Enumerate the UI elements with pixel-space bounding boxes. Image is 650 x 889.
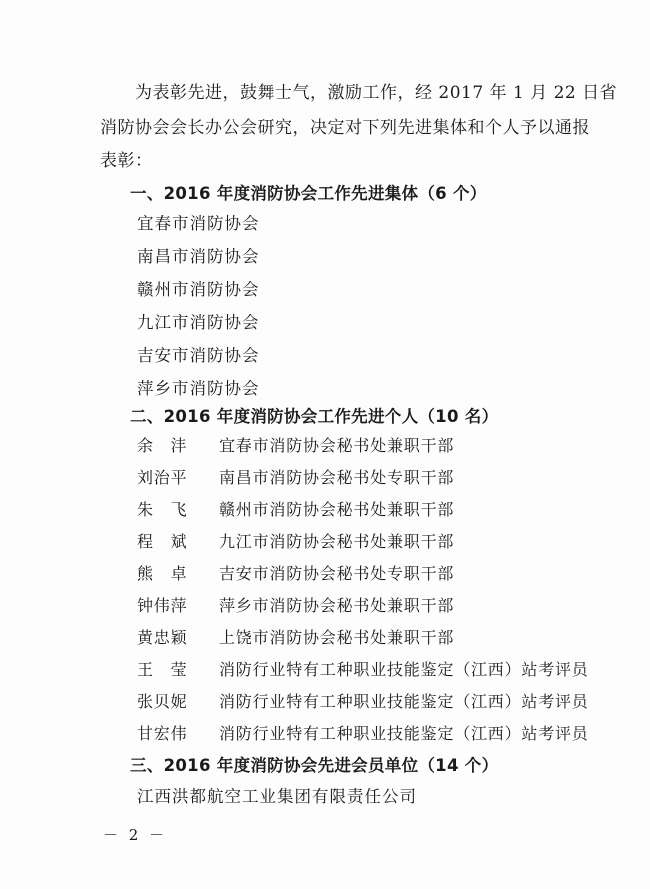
individual-role: 南昌市消防协会秘书处专职干部 (219, 468, 455, 487)
individual-role: 萍乡市消防协会秘书处兼职干部 (219, 596, 455, 615)
collective-item: 萍乡市消防协会 (137, 379, 260, 398)
individual-name: 余 沣 (137, 436, 188, 455)
individual-name: 黄忠颖 (137, 628, 188, 647)
section-2-heading: 二、2016 年度消防协会工作先进个人（10 名） (130, 407, 499, 426)
collective-item: 宜春市消防协会 (137, 214, 260, 233)
individual-name: 张贝妮 (137, 692, 188, 711)
intro-line-2: 消防协会会长办公会研究，决定对下列先进集体和个人予以通报 (100, 118, 590, 138)
individual-name: 钟伟萍 (137, 596, 188, 615)
collective-item: 九江市消防协会 (137, 313, 260, 332)
intro-line-1: 为表彰先进，鼓舞士气，激励工作，经 2017 年 1 月 22 日省 (135, 83, 618, 103)
individual-role: 消防行业特有工种职业技能鉴定（江西）站考评员 (219, 724, 589, 743)
collective-item: 吉安市消防协会 (137, 346, 260, 365)
collective-item: 南昌市消防协会 (137, 247, 260, 266)
member-unit-item: 江西洪都航空工业集团有限责任公司 (137, 787, 417, 806)
individual-name: 甘宏伟 (137, 724, 188, 743)
individual-role: 九江市消防协会秘书处兼职干部 (219, 532, 455, 551)
section-1-heading: 一、2016 年度消防协会工作先进集体（6 个） (130, 184, 487, 203)
individual-role: 宜春市消防协会秘书处兼职干部 (219, 436, 455, 455)
individual-name: 朱 飞 (137, 500, 188, 519)
individual-role: 消防行业特有工种职业技能鉴定（江西）站考评员 (219, 660, 589, 679)
individual-role: 消防行业特有工种职业技能鉴定（江西）站考评员 (219, 692, 589, 711)
individual-name: 熊 卓 (137, 564, 188, 583)
intro-line-3: 表彰： (100, 151, 153, 171)
individual-name: 程 斌 (137, 532, 188, 551)
individual-role: 吉安市消防协会秘书处专职干部 (219, 564, 455, 583)
individual-name: 刘治平 (137, 468, 188, 487)
individual-role: 上饶市消防协会秘书处兼职干部 (219, 628, 455, 647)
individual-role: 赣州市消防协会秘书处兼职干部 (219, 500, 455, 519)
collective-item: 赣州市消防协会 (137, 280, 260, 299)
individual-name: 王 莹 (137, 660, 188, 679)
section-3-heading: 三、2016 年度消防协会先进会员单位（14 个） (130, 756, 499, 775)
page-number: － 2 － (103, 826, 168, 844)
